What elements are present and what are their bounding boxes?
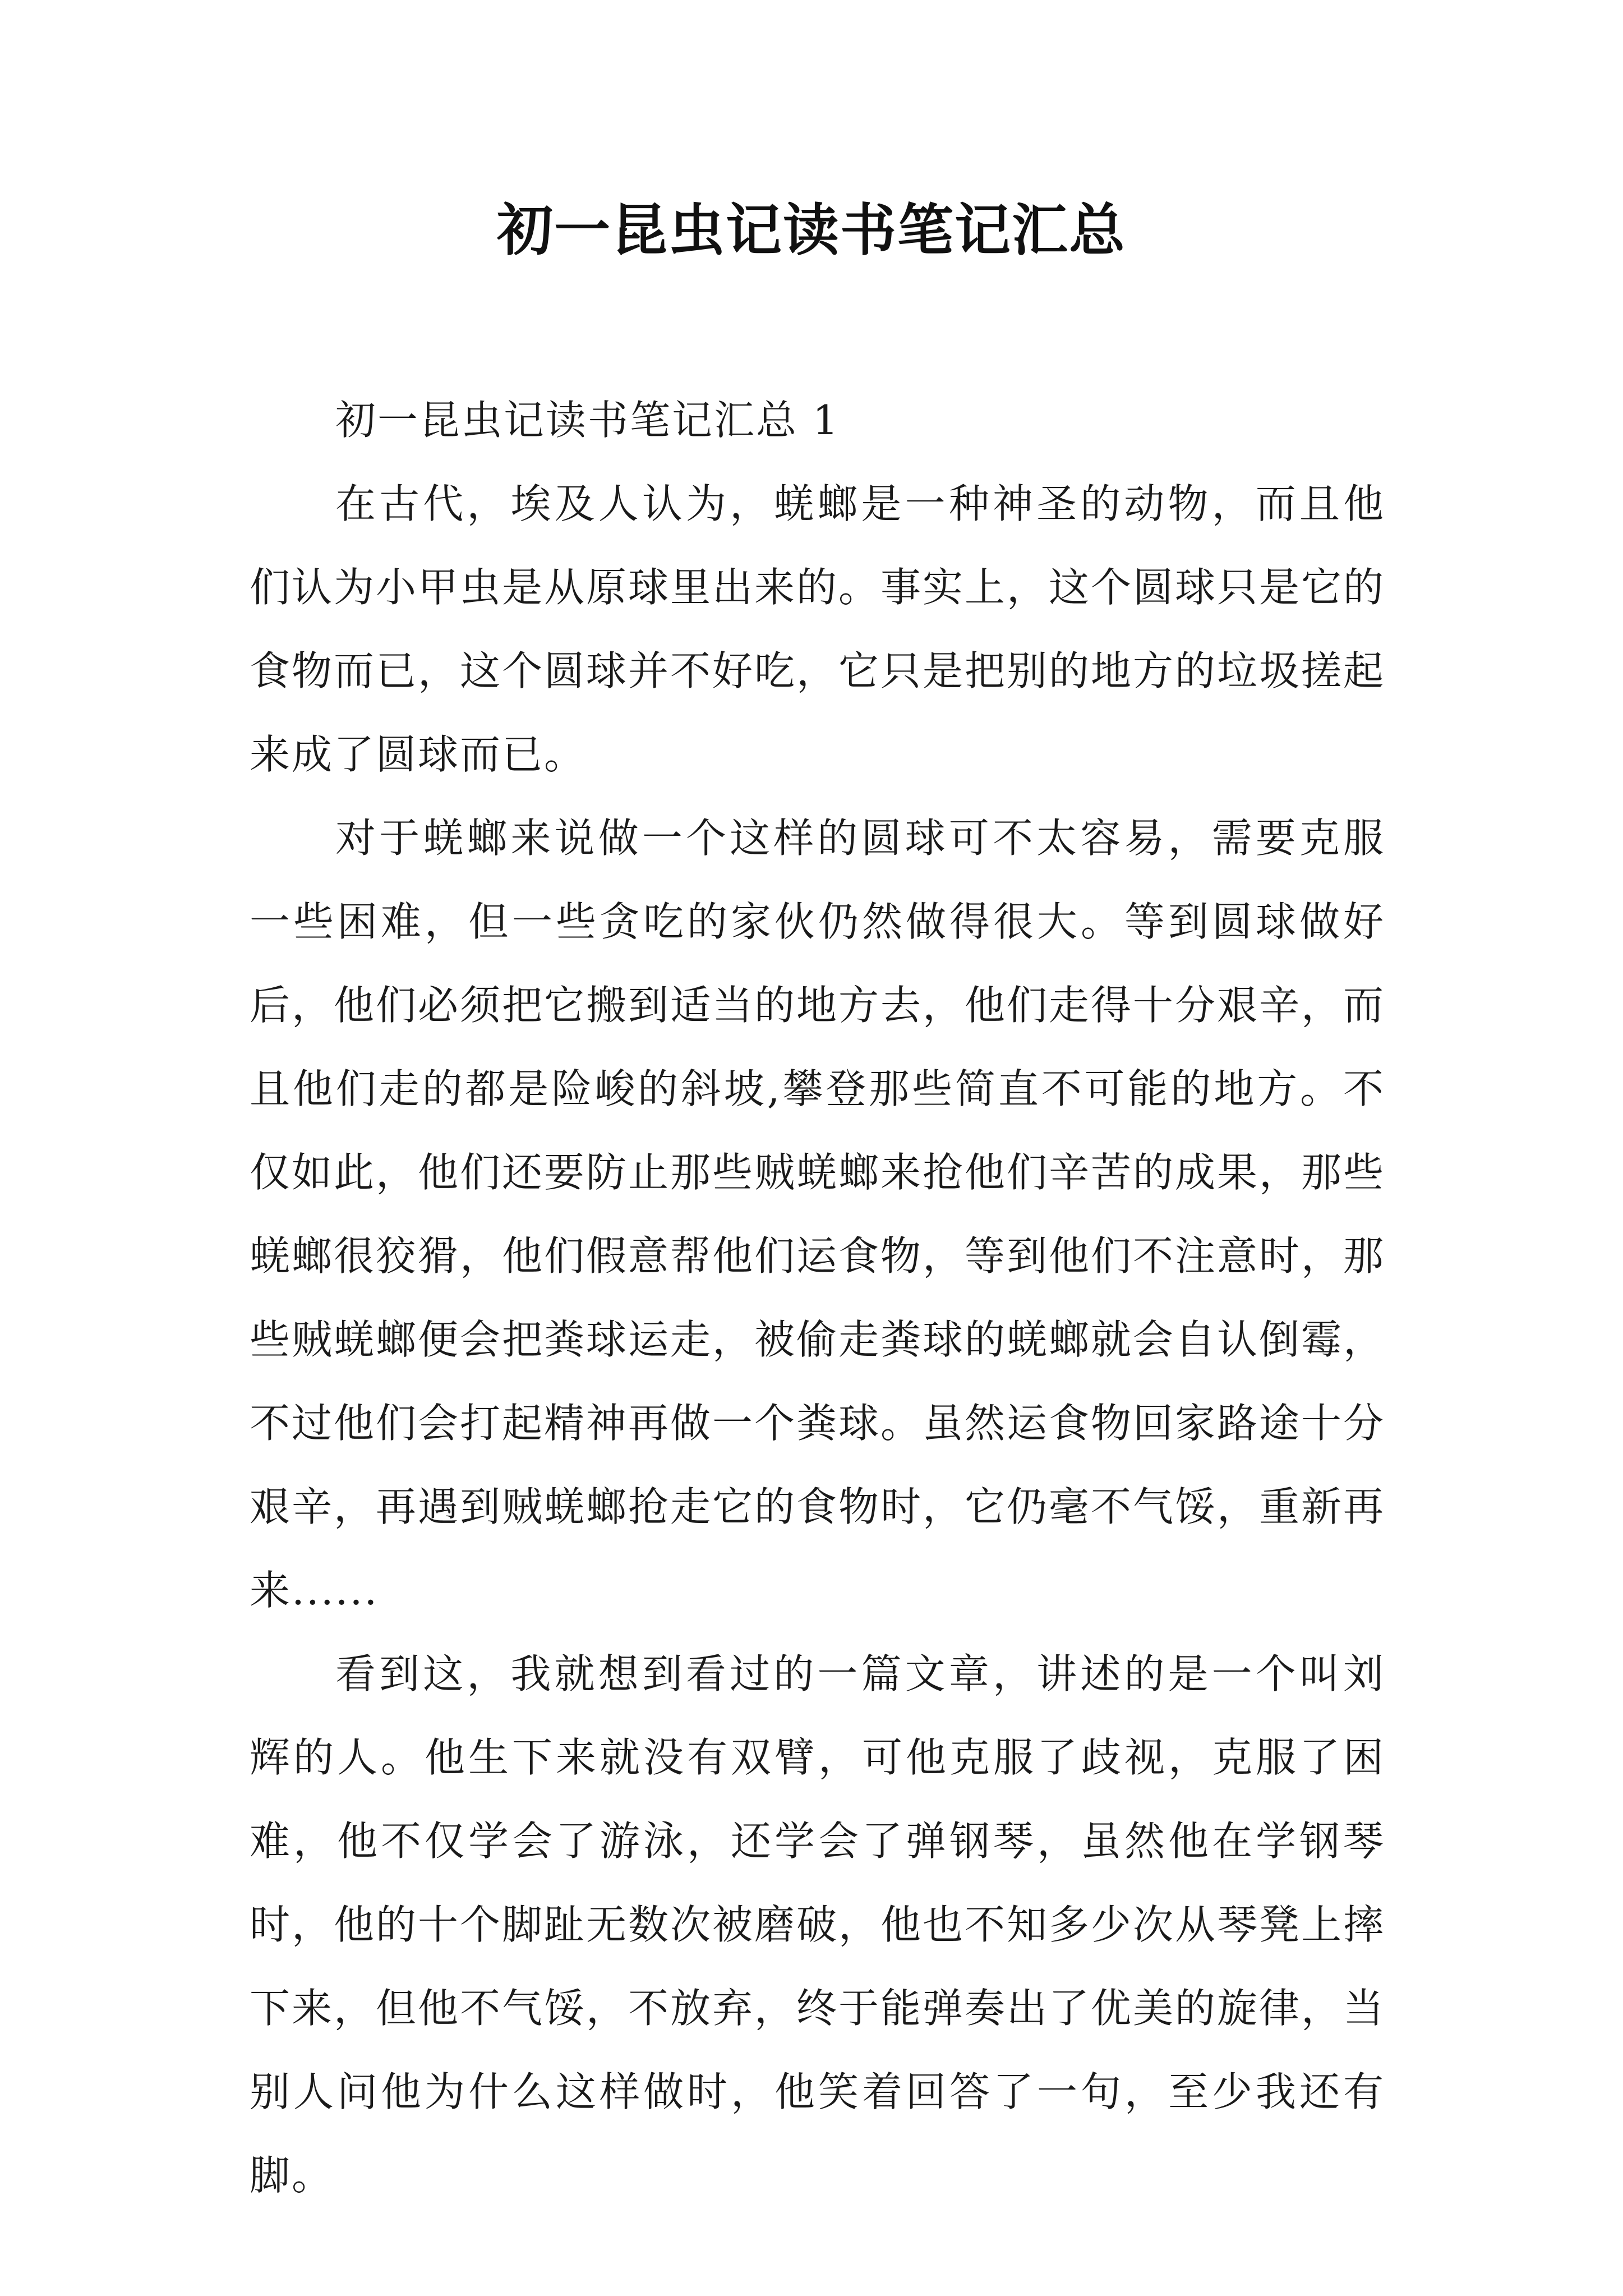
document-body (250, 379, 1385, 2217)
paragraph: 看到这，我就想到看过的一篇文章，讲述的是一个叫刘辉的人。他生下来就没有双臂，可他克服了歧视，克服了困难，他不仅学会了游泳，还学会了弹钢琴，虽然他在学钢琴时，他的十个脚趾无数次被磨破，他也不知多少次从琴凳上摔下来，但他不气馁，不放弃，终于能弹奏出了优美的旋律，当别人问他为什么这样做时，他笑着回答了一句，至少我还有脚。 (250, 1650, 1386, 2199)
paragraph: 对于蜣螂来说做一个这样的圆球可不太容易，需要克服一些困难，但一些贪吃的家伙仍然做得很大。等到圆球做好后，他们必须把它搬到适当的地方去，他们走得十分艰辛，而且他们走的都是险峻的斜坡,攀登那些简直不可能的地方。不仅如此，他们还要防止那些贼蜣螂来抢他们辛苦的成果，那些蜣螂很狡猾，他们假意帮他们运食物，等到他们不注意时，那些贼蜣螂便会把粪球运走，被偷走粪球的蜣螂就会自认倒霉，不过他们会打起精神再做一个粪球。虽然运食物回家路途十分艰辛，再遇到贼蜣螂抢走它的食物时，它仍毫不气馁，重新再来...... (250, 815, 1386, 1614)
section-heading: 初一昆虫记读书笔记汇总 1 (335, 397, 840, 444)
paragraph: 在古代，埃及人认为，蜣螂是一种神圣的动物，而且他们认为小甲虫是从原球里出来的。事实上，这个圆球只是它的食物而已，这个圆球并不好吃，它只是把别的地方的垃圾搓起来成了圆球而已。 (250, 480, 1386, 778)
page-title: 初一昆虫记读书笔记汇总 (497, 197, 1126, 263)
